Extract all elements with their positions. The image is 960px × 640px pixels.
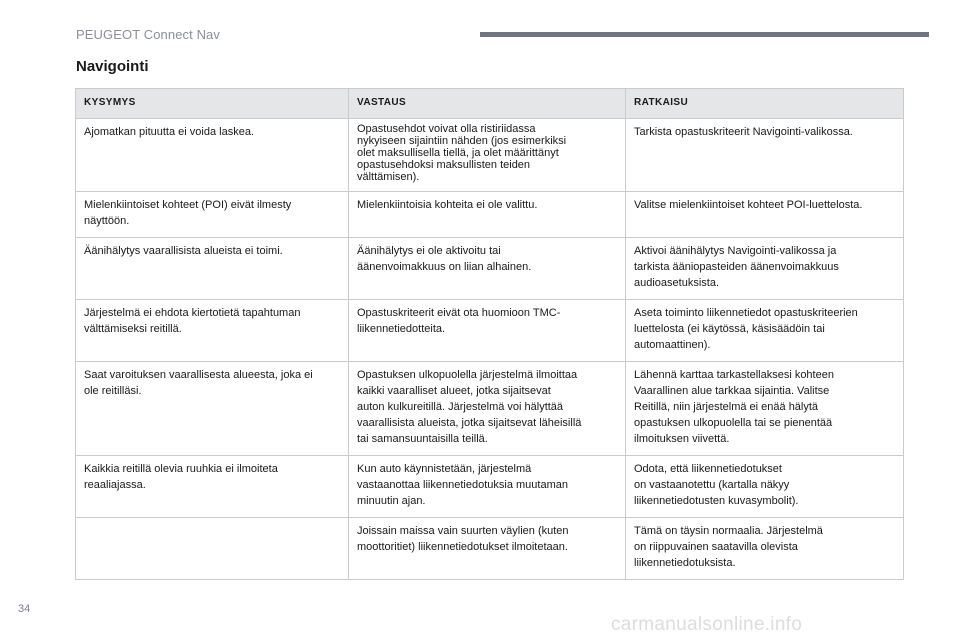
column-header-solution: RATKAISU [626, 89, 904, 119]
section-title: Navigointi [76, 58, 149, 75]
solution-cell: Tarkista opastuskriteerit Navigointi-valikossa. [626, 119, 904, 192]
question-cell [76, 518, 349, 580]
table-row [76, 300, 904, 362]
table-row [76, 518, 904, 580]
table-row [76, 192, 904, 238]
question-cell: Kaikkia reitillä olevia ruuhkia ei ilmoiteta reaaliajassa. [76, 456, 349, 518]
question-cell: Saat varoituksen vaarallisesta alueesta, joka ei ole reitilläsi. [76, 362, 349, 456]
solution-cell: Aktivoi äänihälytys Navigointi-valikossa ja tarkista ääniopasteiden äänenvoimakkuus audioasetuksista. [626, 238, 904, 300]
faq-table [75, 88, 904, 580]
question-cell: Äänihälytys vaarallisista alueista ei toimi. [76, 238, 349, 300]
solution-cell: Tämä on täysin normaalia. Järjestelmä on riippuvainen saatavilla olevista liikennetiedotuksista. [626, 518, 904, 580]
answer-cell: Opastusehdot voivat olla ristiriidassa nykyiseen sijaintiin nähden (jos esimerkiksi olet maksullisella tiellä, ja olet määrittänyt opastusehdoksi maksullisten teiden välttämisen). [349, 119, 626, 192]
page-header-title: PEUGEOT Connect Nav [76, 27, 220, 42]
answer-cell: Opastuskriteerit eivät ota huomioon TMC- liikennetiedotteita. [349, 300, 626, 362]
table-row [76, 238, 904, 300]
watermark: carmanualsonline.info [611, 614, 803, 635]
column-header-answer: VASTAUS [349, 89, 626, 119]
solution-cell: Odota, että liikennetiedotukset on vastaanotettu (kartalla näkyy liikennetiedotusten kuvasymbolit). [626, 456, 904, 518]
page-number: 34 [18, 603, 31, 615]
question-cell: Ajomatkan pituutta ei voida laskea. [76, 119, 349, 192]
solution-cell: Valitse mielenkiintoiset kohteet POI-luettelosta. [626, 192, 904, 238]
answer-cell: Mielenkiintoisia kohteita ei ole valittu. [349, 192, 626, 238]
page-header-bar [480, 32, 929, 37]
table-header-row [76, 89, 904, 119]
table-row [76, 362, 904, 456]
table-row [76, 456, 904, 518]
answer-cell: Opastuksen ulkopuolella järjestelmä ilmoittaa kaikki vaaralliset alueet, jotka sijaitsevat auton kulkureitillä. Järjestelmä voi hälyttää vaarallisista alueista, jotka sijaitsevat läheisillä tai samansuuntaisilla teillä. [349, 362, 626, 456]
column-header-question: KYSYMYS [76, 89, 349, 119]
question-cell: Mielenkiintoiset kohteet (POI) eivät ilmesty näyttöön. [76, 192, 349, 238]
solution-cell: Aseta toiminto liikennetiedot opastuskriteerien luettelosta (ei käytössä, käsisäädöin tai automaattinen). [626, 300, 904, 362]
table-row [76, 119, 904, 192]
question-cell: Järjestelmä ei ehdota kiertotietä tapahtuman välttämiseksi reitillä. [76, 300, 349, 362]
answer-cell: Kun auto käynnistetään, järjestelmä vastaanottaa liikennetiedotuksia muutaman minuutin ajan. [349, 456, 626, 518]
answer-cell: Äänihälytys ei ole aktivoitu tai äänenvoimakkuus on liian alhainen. [349, 238, 626, 300]
solution-cell: Lähennä karttaa tarkastellaksesi kohteen Vaarallinen alue tarkkaa sijaintia. Valitse Reitillä, niin järjestelmä ei enää hälytä opastuksen ulkopuolella tai se pienentää ilmoituksen viivettä. [626, 362, 904, 456]
answer-cell: Joissain maissa vain suurten väylien (kuten moottoritiet) liikennetiedotukset ilmoitetaan. [349, 518, 626, 580]
